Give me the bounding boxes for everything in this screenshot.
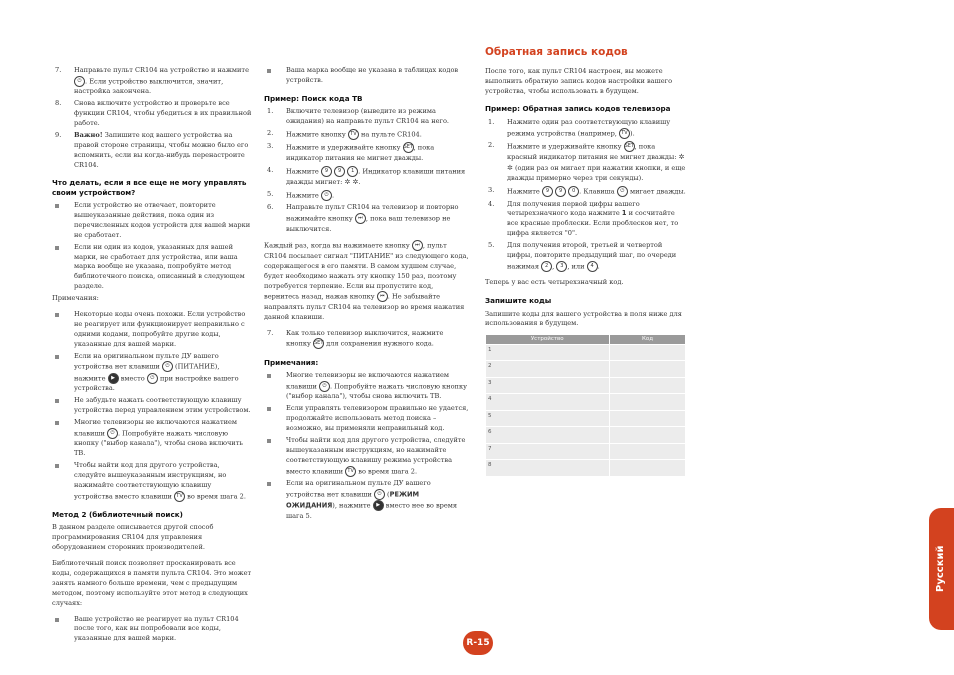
set-button-icon: SET	[403, 142, 414, 153]
bullet-icon	[52, 201, 74, 241]
code-cell[interactable]	[610, 410, 686, 427]
digit-9-button-icon: 9	[555, 186, 566, 197]
paragraph: Каждый раз, когда вы нажимаете кнопку ⏭ , пульт CR104 посылает сигнал "ПИТАНИЕ" из следующего кода, содержащегося в его памяти. В самом худшем случае, будет необходимо нажать эту кнопку 150 раз, поэтому потребуется терпение. Если вы пропустите код, вернитесь назад, нажав кнопку ⏮ . Не забывайте направлять пульт CR104 на телевизор во время нажатия данной клавиши.	[264, 241, 469, 321]
note-item: Если на оригинальном пульте ДУ вашего устройства нет клавиши ⏻ (РЕЖИМ ОЖИДАНИЯ), нажмите ▶ вместо нее во время шага 5.	[264, 479, 470, 522]
table-header-row	[486, 335, 686, 344]
step-3: 3. Нажмите 9 9 0 . Клавиша ⏻ мигает дважды.	[488, 186, 686, 196]
step-5: 5. Нажмите ⏻ .	[267, 189, 335, 200]
tv-button-icon: TV	[348, 129, 359, 140]
paragraph: Запишите коды для вашего устройства в поля ниже для использования в будущем.	[485, 309, 682, 328]
power-button-icon: ⏻	[321, 190, 332, 201]
bullet-icon	[264, 66, 286, 86]
table-row	[486, 410, 686, 427]
device-cell[interactable]: 1	[486, 344, 610, 361]
code-cell[interactable]	[610, 427, 686, 444]
paragraph: Библиотечный поиск позволяет просканировать все коды, содержащихся в памяти пульта CR104. Это может занять намного больше времени, чем с предыдущим методом, поэтому используйте этот метод в следующих случаях:	[52, 559, 252, 607]
device-cell[interactable]: 3	[486, 377, 610, 394]
power-button-icon: ⏻	[319, 381, 330, 392]
digit-9-button-icon: 9	[334, 166, 345, 177]
heading-write-codes: Запишите коды	[485, 296, 552, 306]
device-cell[interactable]: 2	[486, 361, 610, 378]
notes-label: Примечания:	[52, 294, 99, 303]
bullet-icon	[52, 310, 74, 350]
code-cell[interactable]	[610, 344, 686, 361]
code-cell[interactable]	[610, 394, 686, 411]
power-button-icon: ⏻	[74, 76, 85, 87]
note-item: Если на оригинальном пульте ДУ вашего устройства нет клавиши ⏻ (ПИТАНИЕ), нажмите ▶ вместо ⏻ при настройке вашего устройства.	[52, 352, 252, 395]
page-number: R-15	[463, 631, 493, 655]
column-left	[52, 66, 252, 646]
heading-example-write-back: Пример: Обратная запись кодов телевизора	[485, 104, 671, 114]
step-4: 4. Нажмите 9 9 1 . Индикатор клавиши питания дважды мигнет: ✲ ✲.	[267, 165, 466, 186]
heading-example-tv-search: Пример: Поиск кода ТВ	[264, 93, 363, 103]
code-cell[interactable]	[610, 377, 686, 394]
tv-button-icon: TV	[619, 128, 630, 139]
step-7: 7. Как только телевизор выключится, нажмите кнопку SET для сохранения нужного кода.	[267, 328, 444, 348]
table-row	[486, 377, 686, 394]
bullet-icon	[52, 243, 74, 292]
step-1: 1. Нажмите один раз соответствующую клавишу режима устройства (например, TV ).	[488, 117, 671, 138]
bullet-item: Ваша марка вообще не указана в таблицах кодов устройств.	[264, 66, 470, 86]
step-1: 1. Включите телевизор (выведите из режима ожидания) на направьте пульт CR104 на него.	[267, 107, 450, 126]
table-row	[486, 427, 686, 444]
code-cell[interactable]	[610, 460, 686, 477]
code-cell[interactable]	[610, 443, 686, 460]
bullet-item: Если устройство не отвечает, повторите вышеуказанные действия, пока один из перечисленных кодов устройств для вашей марки не сработает.	[52, 201, 252, 241]
paragraph: Теперь у вас есть четырехзначный код.	[485, 278, 624, 287]
note-item: Многие телевизоры не включаются нажатием клавиши ⏻ . Попробуйте нажать числовую кнопку ("выбор канала"), чтобы снова включить ТВ.	[52, 418, 252, 459]
step-8: 8. Снова включите устройство и проверьте все функции CR104, чтобы убедиться в их правильной работе.	[55, 99, 252, 127]
power-button-icon: ⏻	[617, 186, 628, 197]
digit-0-button-icon: 0	[568, 186, 579, 197]
blink-icon: ✲ ✲	[507, 153, 685, 173]
step-9: 9. Важно! Запишите код вашего устройства на правой стороне страницы, чтобы можно было его вспомнить, если вы когда-нибудь перенастроите CR104.	[55, 130, 249, 169]
bullet-icon	[52, 418, 74, 459]
table-row	[486, 443, 686, 460]
bullet-item: Если ни один из кодов, указанных для вашей марки, не сработает для устройства, или ваша марка вообще не указана, попробуйте метод библиотечного поиска, описанный в следующем разделе.	[52, 243, 252, 292]
digit-2-button-icon: 2	[541, 261, 552, 272]
device-cell[interactable]: 7	[486, 443, 610, 460]
heading-what-to-do: Что делать, если я все еще не могу управлять своим устройством?	[52, 178, 247, 197]
power-button-icon: ⏻	[107, 428, 118, 439]
step-4: 4. Для получения первой цифры вашего четырехзначного кода нажмите 1 и сосчитайте все красные проблески. Если проблесков нет, то цифра является "0".	[488, 199, 679, 238]
digit-4-button-icon: 4	[587, 261, 598, 272]
device-cell[interactable]: 8	[486, 460, 610, 477]
column-header-device: Устройство	[486, 335, 610, 344]
bullet-icon	[52, 461, 74, 502]
bullet-icon	[264, 404, 286, 434]
step-7: 7. Направьте пульт CR104 на устройство и нажмите ⏻ . Если устройство выключится, значит, настройка закончена.	[55, 66, 249, 96]
language-tab: Русский	[929, 508, 954, 630]
digit-9-button-icon: 9	[542, 186, 553, 197]
forward-button-icon: ⏭	[355, 213, 366, 224]
note-item: Чтобы найти код для другого устройства, следуйте вышеуказанным инструкциям, но нажимайте соответствующую клавишу режима устройства вместо клавиши TV во время шага 2.	[264, 436, 470, 477]
paragraph: После того, как пульт CR104 настроен, вы можете выполнить обратную запись кодов настройки вашего устройства, чтобы использовать в будущем.	[485, 66, 673, 95]
blink-icon: ✲ ✲	[344, 177, 359, 186]
back-button-icon: ⏮	[377, 291, 388, 302]
step-2: 2. Нажмите кнопку TV на пульте CR104.	[267, 128, 422, 139]
play-button-icon: ▶	[108, 373, 119, 384]
step-2: 2. Нажмите и удерживайте кнопку SET, пока красный индикатор питания не мигнет дважды: ✲ ✲ (один раз он мигает при нажатии кнопки, и еще дважды примерно через три секунды).	[488, 141, 686, 183]
note-item: Чтобы найти код для другого устройства, следуйте вышеуказанным инструкциям, но нажимайте соответствующую клавишу устройства вместо клавиши TV во время шага 2.	[52, 461, 252, 502]
step-6: 6. Направьте пульт CR104 на телевизор и повторно нажимайте кнопку ⏭ , пока ваш телевизор не выключится.	[267, 203, 459, 233]
digit-3-button-icon: 3	[556, 261, 567, 272]
heading-method-2: Метод 2 (библиотечный поиск)	[52, 510, 183, 520]
table-row	[486, 460, 686, 477]
table-row	[486, 344, 686, 361]
note-item: Некоторые коды очень похожи. Если устройство не реагирует или функционирует неправильно с одними кодами, попробуйте другие коды, указанные для вашей марки.	[52, 310, 252, 350]
notes-heading: Примечания:	[264, 357, 319, 367]
power-button-icon: ⏻	[162, 361, 173, 372]
note-item: Если управлять телевизором правильно не удается, продолжайте использовать метод поиска – возможно, вы применяли неправильный код.	[264, 404, 470, 434]
note-item: Многие телевизоры не включаются нажатием клавиши ⏻ . Попробуйте нажать числовую кнопку ("выбор канала"), чтобы снова включить ТВ.	[264, 371, 470, 402]
table-row	[486, 394, 686, 411]
tv-button-icon: TV	[345, 466, 356, 477]
bullet-icon	[264, 371, 286, 402]
device-cell[interactable]: 4	[486, 394, 610, 411]
step-5: 5. Для получения второй, третьей и четвертой цифры, повторите предыдущий шаг, по очереди нажимая 2 , 3 , или 4 .	[488, 241, 677, 271]
bullet-item: Ваше устройство не реагирует на пульт CR104 после того, как вы попробовали все коды, указанные для вашей марки.	[52, 615, 252, 645]
bullet-icon	[52, 615, 74, 645]
digit-1-button-icon: 1	[347, 166, 358, 177]
codes-table	[485, 335, 686, 476]
power-button-icon: ⏻	[374, 489, 385, 500]
bullet-icon	[52, 352, 74, 395]
digit-9-button-icon: 9	[321, 166, 332, 177]
note-item: Не забудьте нажать соответствующую клавишу устройства перед управлением этим устройством.	[52, 396, 252, 416]
set-button-icon: SET	[624, 141, 635, 152]
bullet-icon	[264, 479, 286, 522]
play-button-icon: ▶	[373, 500, 384, 511]
table-row	[486, 361, 686, 378]
bullet-icon	[52, 396, 74, 416]
device-cell[interactable]: 6	[486, 427, 610, 444]
paragraph: В данном разделе описывается другой способ программирования CR104 для управления оборудованием сторонних производителей.	[52, 523, 214, 552]
column-right	[485, 46, 687, 477]
bullet-icon	[264, 436, 286, 477]
code-cell[interactable]	[610, 361, 686, 378]
step-3: 3. Нажмите и удерживайте кнопку SET, пока индикатор питания не мигнет дважды.	[267, 142, 435, 162]
column-header-code: Код	[610, 335, 686, 344]
column-middle	[264, 66, 470, 524]
tv-button-icon: TV	[174, 491, 185, 502]
forward-button-icon: ⏭	[412, 240, 423, 251]
set-button-icon: SET	[313, 338, 324, 349]
section-title: Обратная запись кодов	[485, 46, 628, 58]
device-cell[interactable]: 5	[486, 410, 610, 427]
power-button-icon: ⏻	[147, 373, 158, 384]
